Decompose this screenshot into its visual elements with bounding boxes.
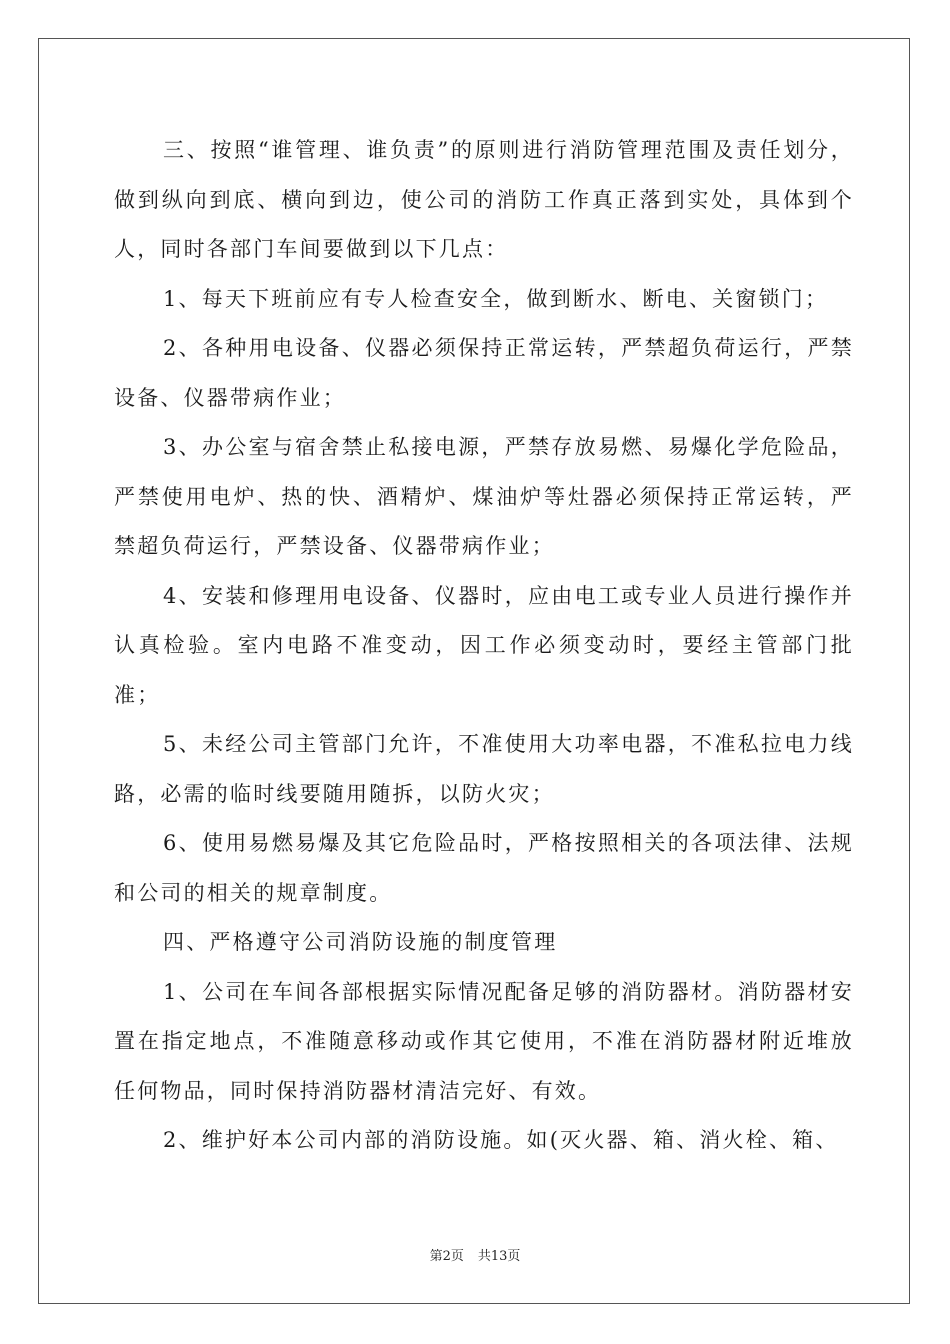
paragraph-item-1: 1、每天下班前应有专人检查安全，做到断水、断电、关窗锁门； bbox=[163, 286, 829, 311]
document-body bbox=[114, 126, 854, 1166]
paragraph-section-four-item-1: 1、公司在车间各部根据实际情况配备足够的消防器材。消防器材安置在指定地点，不准随意移动或作其它使用，不准在消防器材附近堆放任何物品，同时保持消防器材清洁完好、有效。 bbox=[114, 979, 854, 1103]
paragraph-item-4: 4、安装和修理用电设备、仪器时，应由电工或专业人员进行操作并认真检验。室内电路不准变动，因工作必须变动时，要经主管部门批准； bbox=[114, 583, 854, 707]
paragraph-item-6: 6、使用易燃易爆及其它危险品时，严格按照相关的各项法律、法规和公司的相关的规章制度。 bbox=[114, 831, 854, 905]
paragraph-section-four: 四、严格遵守公司消防设施的制度管理 bbox=[163, 930, 558, 954]
paragraph-item-2: 2、各种用电设备、仪器必须保持正常运转，严禁超负荷运行，严禁设备、仪器带病作业； bbox=[114, 336, 854, 410]
page-number: 第2页 bbox=[429, 1249, 464, 1264]
page-total: 共13页 bbox=[477, 1249, 521, 1264]
paragraph-section-four-item-2: 2、维护好本公司内部的消防设施。如(灭火器、箱、消火栓、箱、 bbox=[163, 1128, 839, 1152]
page-footer bbox=[0, 1245, 950, 1264]
paragraph-item-5: 5、未经公司主管部门允许，不准使用大功率电器，不准私拉电力线路，必需的临时线要随用随拆，以防火灾； bbox=[114, 732, 854, 806]
paragraph-section-three: 三、按照“谁管理、谁负责”的原则进行消防管理范围及责任划分，做到纵向到底、横向到边，使公司的消防工作真正落到实处，具体到个人，同时各部门车间要做到以下几点： bbox=[114, 138, 854, 261]
paragraph-item-3: 3、办公室与宿舍禁止私接电源，严禁存放易燃、易爆化学危险品，严禁使用电炉、热的快、酒精炉、煤油炉等灶器必须保持正常运转，严禁超负荷运行，严禁设备、仪器带病作业； bbox=[114, 435, 854, 558]
